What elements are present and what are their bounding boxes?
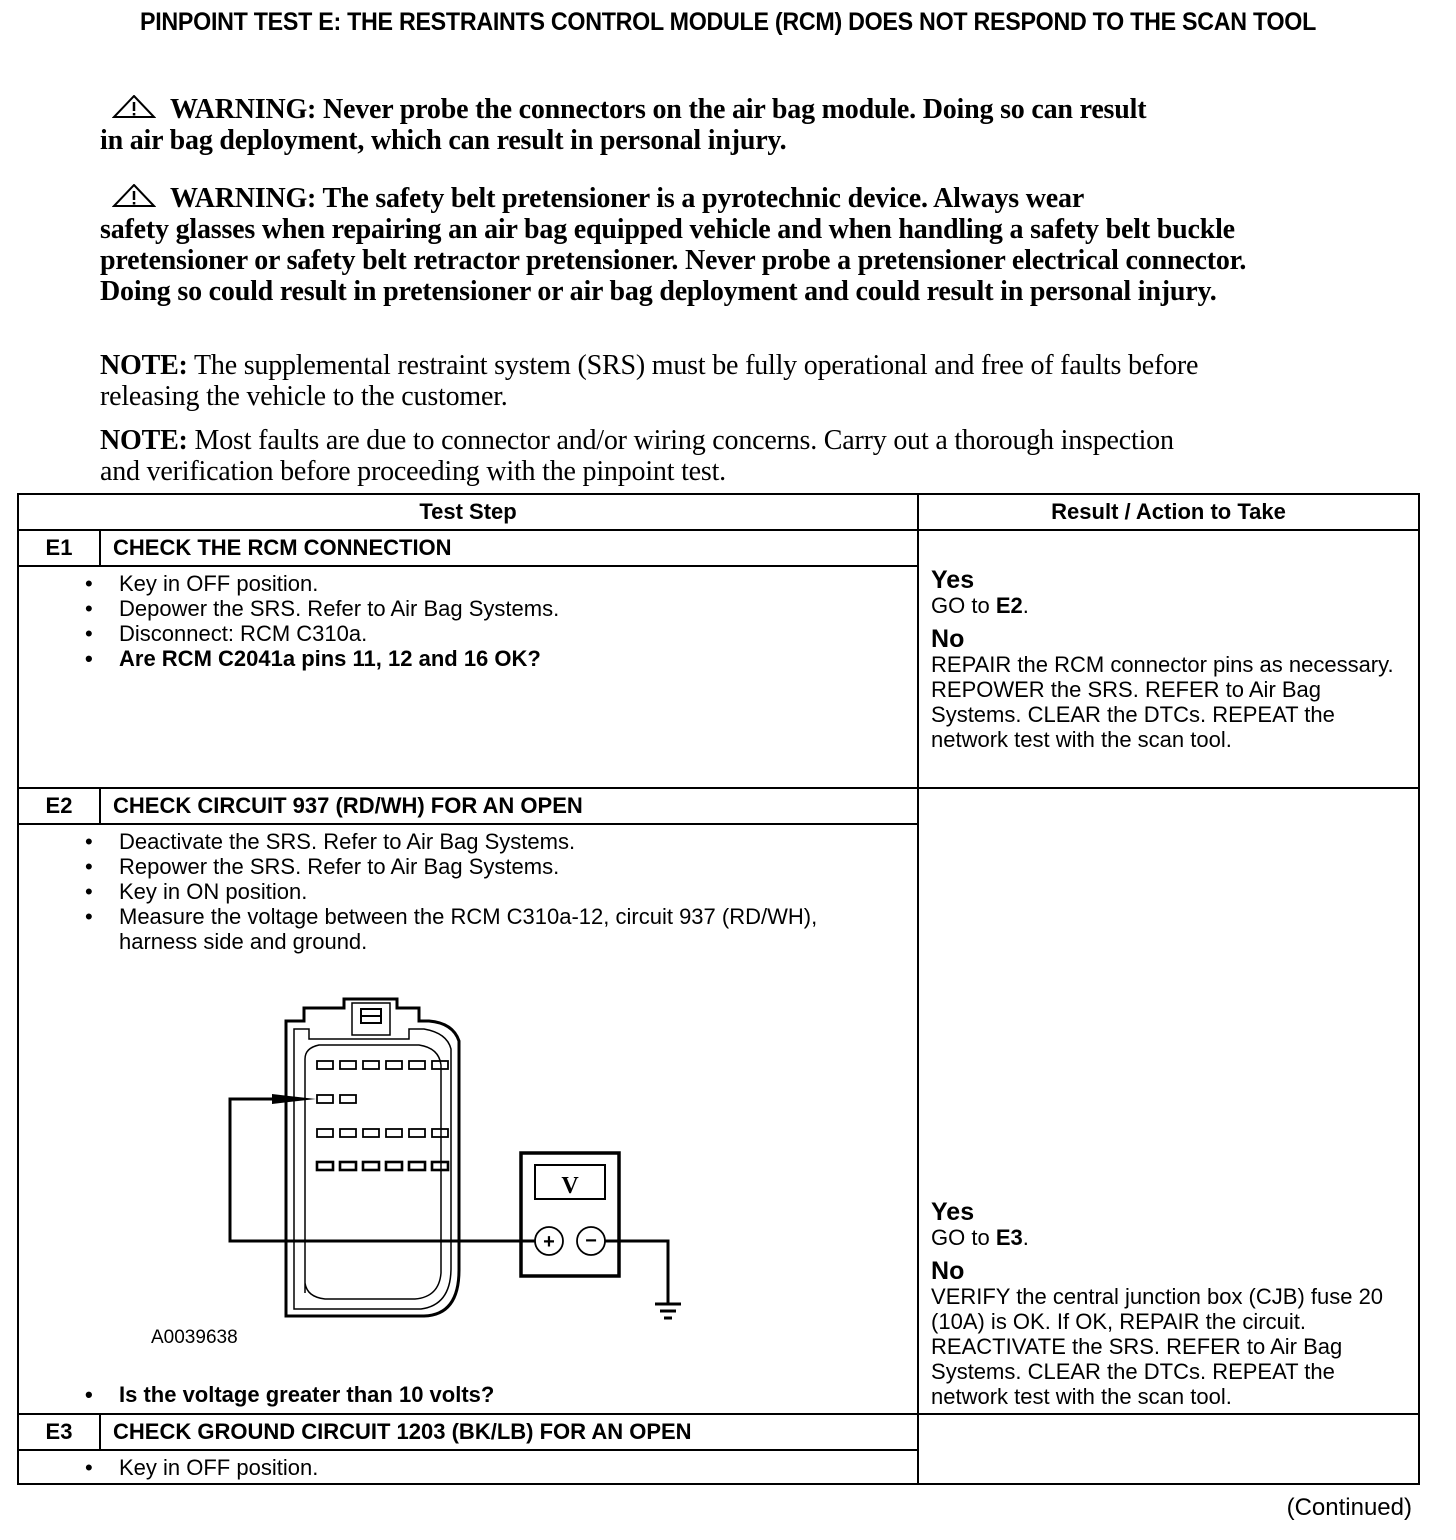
result-yes-label: Yes [931, 566, 975, 594]
header-test-step: Test Step [18, 494, 918, 530]
note-1 [100, 350, 1290, 412]
step-heading: CHECK THE RCM CONNECTION [100, 530, 918, 566]
step-heading-row [18, 788, 1419, 824]
result-yes-label: Yes [931, 1198, 975, 1226]
warning-text-rest: in air bag deployment, which can result in personal injury. [100, 125, 787, 156]
step-bullet-list [19, 1382, 494, 1407]
note-text: The supplemental restraint system (SRS) must be fully operational and free of faults before releasing the vehicle to the customer. [100, 350, 1199, 412]
page-title: PINPOINT TEST E: THE RESTRAINTS CONTROL MODULE (RCM) DOES NOT RESPOND TO THE SCAN TOOL [139, 8, 1317, 36]
result-yes-text: GO to [931, 1225, 990, 1250]
warning-text-line1: Never probe the connectors on the air bag module. Doing so can result [323, 94, 1147, 125]
step-heading-row [18, 530, 1419, 566]
step-id: E2 [18, 788, 100, 824]
step-result [918, 1414, 1419, 1484]
svg-text:+: + [543, 1231, 555, 1253]
svg-text:V: V [561, 1173, 579, 1199]
note-text: Most faults are due to connector and/or wiring concerns. Carry out a thorough inspection and verification before proceeding with the pinpoint test. [100, 425, 1174, 487]
step-result: Yes GO to E2. No REPAIR the RCM connector pins as necessary. REPOWER the SRS. REFER to Air Bag Systems. CLEAR the DTCs. REPEAT the network test with the scan tool. [918, 530, 1419, 788]
result-yes-target: E3 [995, 1225, 1023, 1250]
header-result-action: Result / Action to Take [918, 494, 1419, 530]
note-label: NOTE: [100, 425, 188, 456]
step-heading: CHECK CIRCUIT 937 (RD/WH) FOR AN OPEN [100, 788, 918, 824]
ground-symbol-icon [605, 1241, 681, 1318]
note-2 [100, 425, 1210, 487]
step-question: • Is the voltage greater than 10 volts? [119, 1382, 494, 1407]
step-bullet-list [19, 829, 917, 954]
result-yes-text: GO to [931, 593, 990, 618]
result-no-text: VERIFY the central junction box (CJB) fuse 20 (10A) is OK. If OK, REPAIR the circuit. REACTIVATE the SRS. REFER to Air Bag Systems. CLEAR the DTCs. REPEAT the network test with the scan tool. [931, 1284, 1384, 1409]
step-bullet: • Key in OFF position. [119, 1455, 917, 1480]
warning-triangle-icon [112, 184, 156, 208]
warning-text-rest: safety glasses when repairing an air bag equipped vehicle and when handling a safety belt buckle pretensioner or safety belt retractor pretensioner. Never probe a pretensioner electrical connector. Doing so could result in pretensioner or air bag deployment and could result in personal injury. [100, 214, 1247, 307]
warning-label: WARNING: [170, 94, 317, 125]
result-no-text: REPAIR the RCM connector pins as necessary. REPOWER the SRS. REFER to Air Bag Systems. CLEAR the DTCs. REPEAT the network test with the scan tool. [931, 652, 1394, 752]
rcm-connector-icon [286, 999, 459, 1316]
warning-label: WARNING: [170, 183, 317, 214]
step-id: E3 [18, 1414, 100, 1450]
result-yes-target: E2 [995, 593, 1023, 618]
step-body [18, 1450, 918, 1484]
step-bullet: • Disconnect: RCM C310a. [119, 621, 917, 646]
step-body [18, 824, 918, 1414]
connector-voltage-diagram [139, 993, 699, 1353]
warning-text-line1: The safety belt pretensioner is a pyrotechnic device. Always wear [322, 183, 1085, 214]
result-no-label: No [931, 625, 965, 653]
step-bullet: • Depower the SRS. Refer to Air Bag Systems. [119, 596, 917, 621]
step-result: Yes GO to E3. No VERIFY the central junction box (CJB) fuse 20 (10A) is OK. If OK, REPAIR the circuit. REACTIVATE the SRS. REFER to Air Bag Systems. CLEAR the DTCs. REPEAT the network test with the scan tool. [918, 788, 1419, 1414]
table-header-row [18, 494, 1419, 530]
step-bullet: • Deactivate the SRS. Refer to Air Bag Systems. [119, 829, 847, 854]
step-bullet-list [19, 571, 917, 671]
step-heading: CHECK GROUND CIRCUIT 1203 (BK/LB) FOR AN OPEN [100, 1414, 918, 1450]
step-bullet: • Repower the SRS. Refer to Air Bag Systems. [119, 854, 847, 879]
step-bullet: • Key in OFF position. [119, 571, 917, 596]
warning-triangle-icon [112, 95, 156, 119]
step-heading-row [18, 1414, 1419, 1450]
step-bullet-list [19, 1455, 917, 1480]
svg-text:−: − [585, 1230, 597, 1252]
step-id: E1 [18, 530, 100, 566]
result-no-label: No [931, 1257, 965, 1285]
note-label: NOTE: [100, 350, 188, 381]
voltmeter-icon [521, 1153, 619, 1276]
step-bullet: • Key in ON position. [119, 879, 847, 904]
step-body [18, 566, 918, 788]
step-bullet: • Measure the voltage between the RCM C310a-12, circuit 937 (RD/WH), harness side and ground. [119, 904, 847, 954]
warning-2 [100, 183, 1320, 307]
warning-1 [100, 94, 1340, 156]
figure-id: A0039638 [151, 1327, 238, 1348]
pinpoint-test-table [17, 493, 1420, 1485]
step-question: • Are RCM C2041a pins 11, 12 and 16 OK? [119, 646, 917, 671]
continued-label: (Continued) [1286, 1494, 1412, 1521]
